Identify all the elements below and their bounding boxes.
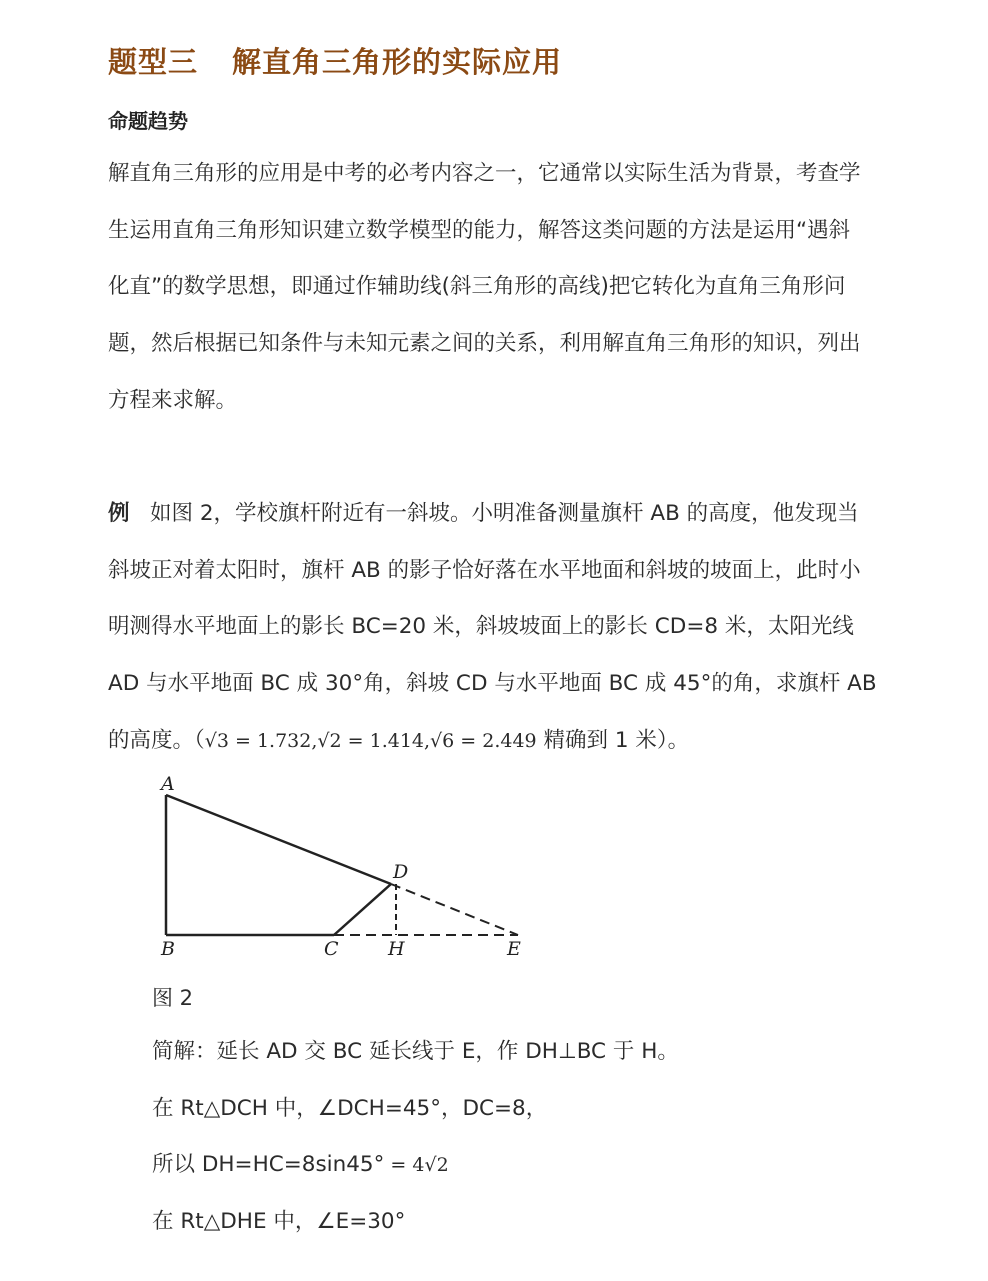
solution-result: = 4√2 [384, 1154, 449, 1176]
example-line-4: AD 与水平地面 BC 成 30°角，斜坡 CD 与水平地面 BC 成 45°的角，求旗杆 AB [108, 671, 877, 696]
title-part-2: 解直角三角形的实际应用 [232, 45, 563, 79]
solution-line-2: 在 Rt△DCH 中，∠DCH=45°，DC=8， [152, 1096, 548, 1121]
figure-caption: 图 2 [152, 986, 194, 1010]
example-line-2: 斜坡正对着太阳时，旗杆 AB 的影子恰好落在水平地面和斜坡的坡面上，此时小 [108, 558, 861, 583]
radicand-2: 2 [329, 730, 342, 752]
example-label: 例 [108, 501, 130, 526]
sunray-ad [166, 795, 391, 884]
intro-line-3: 化直”的数学思想，即通过作辅助线(斜三角形的高线)把它转化为直角三角形问 [108, 274, 846, 299]
intro-line-2: 生运用直角三角形知识建立数学模型的能力，解答这类问题的方法是运用“遇斜 [108, 218, 851, 243]
value-sqrt2: = 1.414, [341, 730, 431, 752]
example-line-1 [108, 500, 859, 528]
radicand-3: 3 [216, 730, 229, 752]
example-line-5 [108, 727, 689, 755]
result-coefficient: = 4 [384, 1154, 425, 1176]
example-text-1: 如图 2，学校旗杆附近有一斜坡。小明准备测量旗杆 AB 的高度，他发现当 [150, 501, 859, 526]
given-values: √3 = 1.732,√2 = 1.414,√6 = 2.449 [204, 730, 537, 752]
example-line-3: 明测得水平地面上的影长 BC=20 米，斜坡坡面上的影长 CD=8 米，太阳光线 [108, 614, 854, 639]
page-title [108, 40, 562, 81]
label-h: H [388, 938, 405, 960]
intro-line-5: 方程来求解。 [108, 388, 238, 413]
label-e: E [507, 938, 521, 960]
example-text-5b: 精确到 1 米）。 [536, 728, 690, 753]
solution-text-3: 所以 DH=HC=8sin45° [152, 1152, 385, 1177]
example-text-5a: 的高度。（ [108, 728, 205, 753]
intro-line-4: 题，然后根据已知条件与未知元素之间的关系，利用解直角三角形的知识，列出 [108, 331, 861, 356]
radicand-6: 6 [442, 730, 455, 752]
value-sqrt6: = 2.449 [454, 730, 537, 752]
label-d: D [393, 861, 409, 883]
solution-line-4: 在 Rt△DHE 中，∠E=30° [152, 1209, 406, 1234]
result-radicand: 2 [436, 1154, 449, 1176]
label-b: B [161, 938, 175, 960]
title-part-1: 题型三 [108, 45, 199, 79]
label-c: C [324, 938, 339, 960]
section-subheading: 命题趋势 [108, 109, 188, 133]
value-sqrt3: = 1.732, [228, 730, 318, 752]
intro-line-1: 解直角三角形的应用是中考的必考内容之一，它通常以实际生活为背景，考查学 [108, 161, 861, 186]
solution-line-3 [152, 1151, 449, 1179]
label-a: A [161, 773, 175, 795]
figure-2-diagram [150, 768, 540, 968]
solution-line-1: 简解：延长 AD 交 BC 延长线于 E，作 DH⊥BC 于 H。 [152, 1039, 679, 1064]
slope-cd [334, 884, 391, 935]
extension-de [391, 884, 518, 935]
